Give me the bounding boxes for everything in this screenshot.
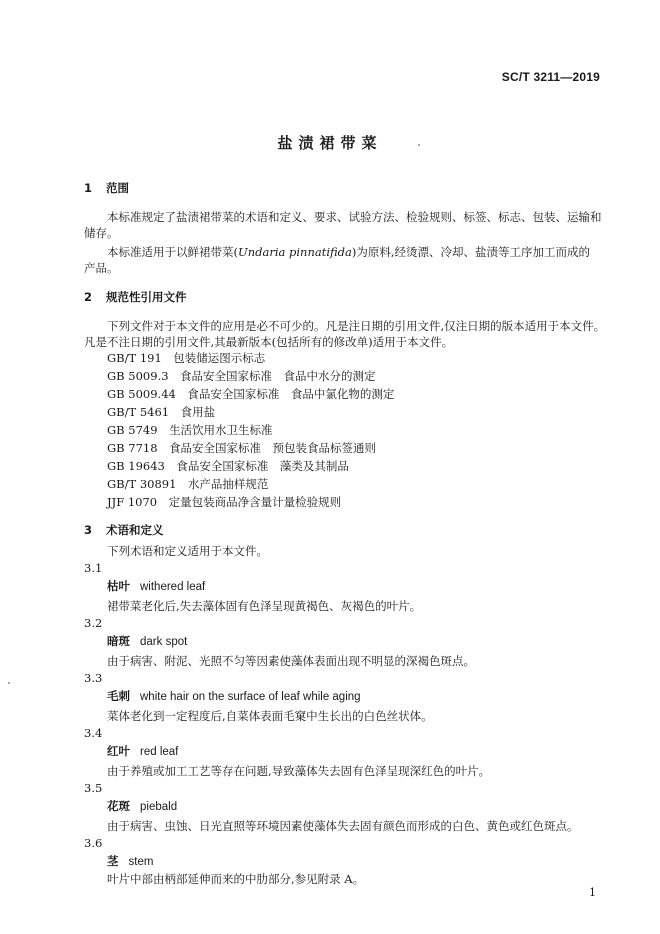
text-run: 本标准适用于以鲜裙带菜( — [107, 245, 238, 259]
reference-item — [107, 422, 273, 438]
section-number: 1 — [84, 181, 93, 195]
paragraph-line: 本标准规定了盐渍裙带菜的术语和定义、要求、试验方法、检验规则、标签、标志、包装、运输和 — [107, 210, 602, 224]
reference-title: 定量包装商品净含量计量检验规则 — [168, 495, 342, 509]
latin-name: Undaria pinnatifida — [238, 245, 352, 259]
reference-title: 食品安全国家标准 食品中氯化物的测定 — [187, 387, 395, 401]
term-english: red leaf — [140, 746, 179, 758]
reference-item — [107, 458, 349, 474]
term-number: 3.3 — [84, 671, 103, 685]
document-title: 盐渍裙带菜 — [277, 134, 383, 152]
term-number: 3.1 — [84, 561, 103, 575]
reference-code: GB 19643 — [107, 459, 165, 473]
section-title: 规范性引用文件 — [106, 290, 187, 304]
term-number: 3.6 — [84, 836, 103, 850]
term-definition: 叶片中部由柄部延伸而来的中肋部分,参见附录 A。 — [107, 872, 365, 886]
reference-code: GB/T 191 — [107, 351, 162, 365]
reference-item — [107, 350, 265, 366]
reference-title: 食品安全国家标准 藻类及其制品 — [176, 459, 349, 473]
term-english: white hair on the surface of leaf while aging — [140, 691, 361, 703]
term-chinese: 毛刺 — [107, 689, 130, 703]
paragraph-line: 产品。 — [84, 261, 119, 275]
page-number: 1 — [589, 886, 596, 899]
section-2-heading — [84, 289, 187, 305]
term-entry — [107, 633, 187, 650]
scan-speck — [8, 682, 10, 684]
term-english: dark spot — [140, 636, 188, 648]
reference-title: 食用盐 — [180, 405, 216, 419]
reference-title: 包装储运图示标志 — [173, 351, 266, 365]
section-title: 术语和定义 — [106, 523, 164, 537]
scan-speck — [418, 144, 420, 146]
term-chinese: 茎 — [107, 854, 119, 868]
term-english: piebald — [140, 801, 178, 813]
term-definition: 裙带菜老化后,失去藻体固有色泽呈现黄褐色、灰褐色的叶片。 — [107, 599, 422, 613]
section-3-heading — [84, 522, 164, 538]
section-1-heading — [84, 180, 129, 196]
term-number: 3.2 — [84, 616, 103, 630]
reference-code: GB/T 5461 — [107, 405, 170, 419]
term-number: 3.5 — [84, 781, 103, 795]
term-definition: 由于病害、附泥、光照不匀等因素使藻体表面出现不明显的深褐色斑点。 — [107, 654, 475, 668]
paragraph-line: 储存。 — [84, 226, 119, 240]
term-chinese: 枯叶 — [107, 579, 130, 593]
section-number: 2 — [84, 290, 93, 304]
reference-title: 食品安全国家标准 预包装食品标签通则 — [169, 441, 377, 455]
reference-code: JJF 1070 — [107, 495, 158, 509]
standard-code: SC/T 3211—2019 — [501, 70, 600, 84]
reference-code: GB 5009.44 — [107, 387, 176, 401]
paragraph-line — [107, 244, 590, 260]
term-english: withered leaf — [140, 581, 206, 593]
reference-code: GB 5749 — [107, 423, 158, 437]
text-run: )为原料,经烫漂、冷却、盐渍等工序加工而成的 — [351, 245, 591, 259]
reference-item — [107, 494, 341, 510]
reference-item — [107, 404, 215, 420]
term-definition: 由于病害、虫蚀、日光直照等环境因素使藻体失去固有颜色而形成的白色、黄色或红色斑点。 — [107, 819, 579, 833]
paragraph-line: 凡是不注日期的引用文件,其最新版本(包括所有的修改单)适用于本文件。 — [84, 335, 454, 349]
paragraph-line: 下列文件对于本文件的应用是必不可少的。凡是注日期的引用文件,仅注日期的版本适用于本文件。 — [107, 319, 606, 333]
term-chinese: 暗斑 — [107, 634, 130, 648]
term-entry — [107, 853, 153, 870]
term-entry — [107, 688, 361, 705]
reference-title: 食品安全国家标准 食品中水分的测定 — [180, 369, 376, 383]
section-title: 范围 — [106, 181, 129, 195]
reference-item — [107, 476, 268, 492]
term-chinese: 花斑 — [107, 799, 130, 813]
reference-title: 水产品抽样规范 — [187, 477, 269, 491]
term-number: 3.4 — [84, 726, 103, 740]
section-number: 3 — [84, 523, 93, 537]
reference-item — [107, 368, 376, 384]
reference-code: GB 7718 — [107, 441, 158, 455]
reference-item — [107, 386, 394, 402]
term-definition: 菜体老化到一定程度后,自菜体表面毛窠中生长出的白色丝状体。 — [107, 709, 433, 723]
term-english: stem — [128, 856, 154, 868]
reference-code: GB/T 30891 — [107, 477, 177, 491]
reference-title: 生活饮用水卫生标准 — [169, 423, 273, 437]
term-definition: 由于养殖或加工工艺等存在问题,导致藻体失去固有色泽呈现深红色的叶片。 — [107, 764, 491, 778]
reference-code: GB 5009.3 — [107, 369, 169, 383]
term-entry — [107, 798, 177, 815]
paragraph-line: 下列术语和定义适用于本文件。 — [107, 544, 268, 558]
term-chinese: 红叶 — [107, 744, 130, 758]
reference-item — [107, 440, 376, 456]
term-entry — [107, 743, 178, 760]
term-entry — [107, 578, 205, 595]
